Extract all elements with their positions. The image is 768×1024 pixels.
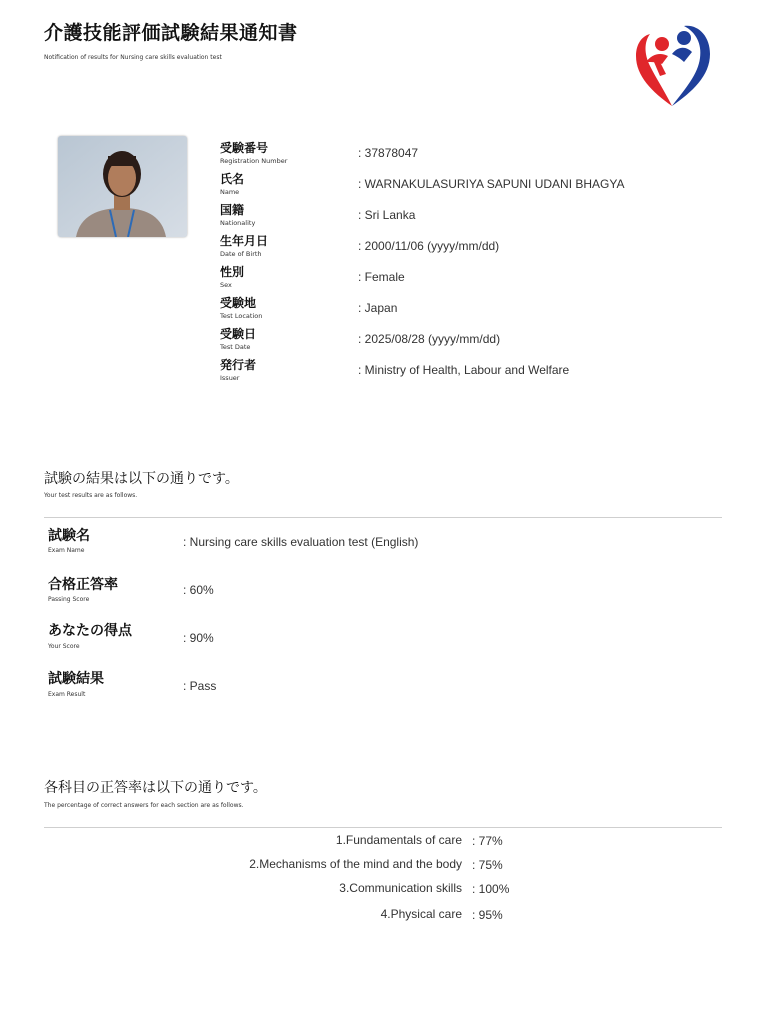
- test-location-label-en: Test Location: [220, 312, 263, 320]
- sex-label: 性別: [220, 265, 245, 279]
- issuer-value: : Ministry of Health, Labour and Welfare: [358, 363, 570, 377]
- registration-number-value: : 37878047: [358, 146, 419, 160]
- test-location-value: : Japan: [358, 301, 398, 315]
- sections-heading: 各科目の正答率は以下の通りです。: [44, 780, 267, 796]
- exam-result-label: 試験結果: [48, 671, 104, 687]
- your-score-value: : 90%: [183, 631, 214, 645]
- sex-label-en: Sex: [220, 281, 232, 289]
- sections-divider: [44, 827, 722, 828]
- date-of-birth-value: : 2000/11/06 (yyyy/mm/dd): [358, 239, 500, 253]
- test-date-label-en: Test Date: [220, 343, 251, 351]
- exam-name-label-en: Exam Name: [48, 547, 85, 554]
- section-name: 3.Communication skills: [339, 881, 462, 895]
- registration-number-label: 受験番号: [220, 141, 269, 155]
- your-score-label-en: Your Score: [48, 643, 80, 650]
- issuer-label: 発行者: [220, 358, 257, 372]
- section-name: 4.Physical care: [380, 907, 462, 921]
- date-of-birth-label: 生年月日: [220, 234, 269, 248]
- test-location-label: 受験地: [220, 296, 257, 310]
- section-score: : 77%: [472, 834, 503, 848]
- nationality-value: : Sri Lanka: [358, 208, 416, 222]
- section-name: 2.Mechanisms of the mind and the body: [249, 857, 462, 871]
- exam-name-value: : Nursing care skills evaluation test (English): [183, 535, 419, 549]
- sex-value: : Female: [358, 270, 405, 284]
- exam-name-label: 試験名: [48, 528, 90, 544]
- ministry-logo: [632, 18, 714, 110]
- test-date-value: : 2025/08/28 (yyyy/mm/dd): [358, 332, 501, 346]
- applicant-photo: [58, 136, 187, 237]
- results-heading-en: Your test results are as follows.: [44, 492, 138, 499]
- exam-result-label-en: Exam Result: [48, 691, 86, 698]
- passing-score-value: : 60%: [183, 583, 214, 597]
- name-value: : WARNAKULASURIYA SAPUNI UDANI BHAGYA: [358, 177, 625, 191]
- results-heading: 試験の結果は以下の通りです。: [44, 471, 239, 487]
- name-label: 氏名: [220, 172, 245, 186]
- document-subtitle: Notification of results for Nursing care skills evaluation test: [44, 54, 222, 61]
- section-score: : 75%: [472, 858, 503, 872]
- name-label-en: Name: [220, 188, 240, 196]
- section-score: : 100%: [472, 882, 510, 896]
- document-title: 介護技能評価試験結果通知書: [44, 22, 298, 44]
- nationality-label: 国籍: [220, 203, 245, 217]
- section-name: 1.Fundamentals of care: [335, 833, 462, 847]
- passing-score-label-en: Passing Score: [48, 596, 90, 603]
- date-of-birth-label-en: Date of Birth: [220, 250, 262, 258]
- passing-score-label: 合格正答率: [48, 577, 118, 593]
- nationality-label-en: Nationality: [220, 219, 256, 227]
- your-score-label: あなたの得点: [48, 623, 132, 639]
- results-divider: [44, 517, 722, 518]
- registration-number-label-en: Registration Number: [220, 157, 288, 165]
- section-score: : 95%: [472, 908, 503, 922]
- test-date-label: 受験日: [220, 327, 257, 341]
- sections-heading-en: The percentage of correct answers for each section are as follows.: [44, 802, 244, 809]
- issuer-label-en: Issuer: [220, 374, 240, 382]
- exam-result-value: : Pass: [183, 679, 217, 693]
